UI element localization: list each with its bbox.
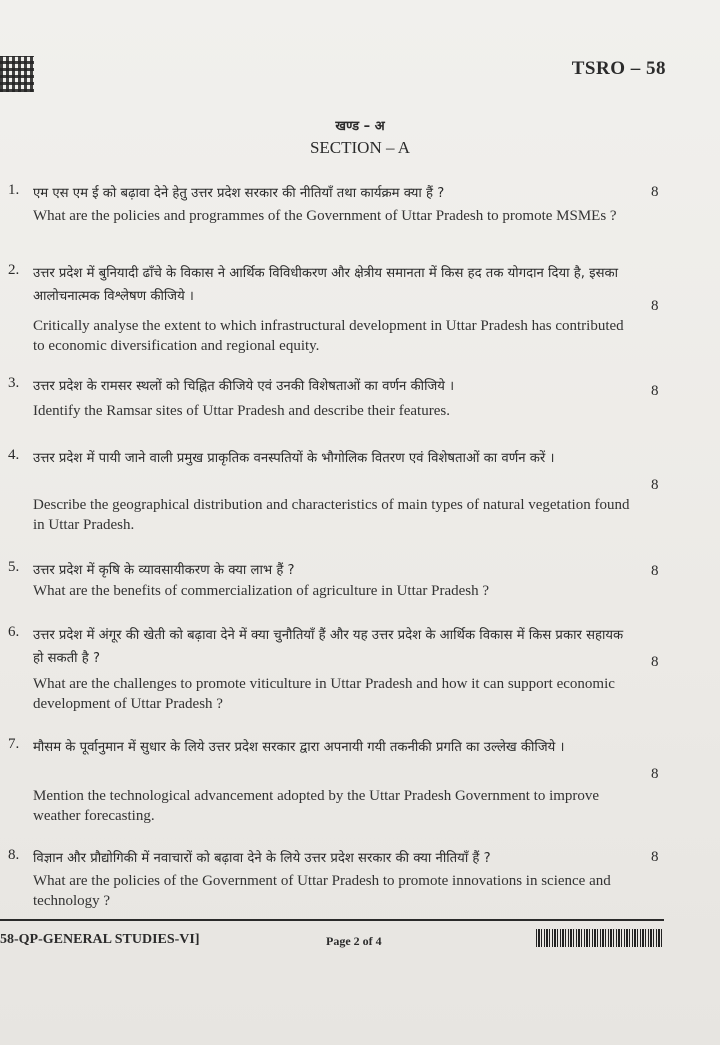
question-text-english: Identify the Ramsar sites of Uttar Pradesh and describe their features.: [33, 403, 450, 419]
paper-code: TSRO – 58: [571, 58, 666, 79]
page-number: Page 2 of 4: [326, 934, 382, 948]
question-number: 1.: [8, 182, 20, 198]
question-text-english: Describe the geographical distribution and characteristics of main types of natural vegetation found in Uttar Pradesh.: [33, 497, 630, 533]
question-text-hindi: उत्तर प्रदेश में पायी जाने वाली प्रमुख प्राकृतिक वनस्पतियों के भौगोलिक वितरण एवं विशेषताओं का वर्णन करें ।: [33, 451, 555, 466]
question-text-hindi: उत्तर प्रदेश में बुनियादी ढाँचे के विकास ने आर्थिक विविधीकरण और क्षेत्रीय समानता में किस हद तक योगदान दिया है, इसका आलोचनात्मक विश्लेषण कीजिये ।: [33, 266, 619, 304]
question-text-hindi: एम एस एम ई को बढ़ावा देने हेतु उत्तर प्रदेश सरकार की नीतियाँ तथा कार्यक्रम क्या हैं ?: [33, 186, 445, 201]
question-marks: 8: [651, 849, 659, 865]
question-text-english: Critically analyse the extent to which infrastructural development in Uttar Pradesh has contributed to economic diversification and regional equity.: [33, 318, 624, 354]
question-marks: 8: [651, 298, 659, 314]
question-text-english: Mention the technological advancement adopted by the Uttar Pradesh Government to improve weather forecasting.: [33, 788, 600, 824]
question-number: 4.: [8, 447, 20, 463]
question-text-hindi: उत्तर प्रदेश में कृषि के व्यावसायीकरण के क्या लाभ हैं ?: [33, 563, 295, 578]
question-text-hindi: विज्ञान और प्रौद्योगिकी में नवाचारों को बढ़ावा देने के लिये उत्तर प्रदेश सरकार की क्या नीतियाँ हैं ?: [33, 851, 491, 866]
question-number: 7.: [8, 736, 20, 752]
question-text-english: What are the benefits of commercialization of agriculture in Uttar Pradesh ?: [33, 583, 490, 599]
footer-paper-code: 58-QP-GENERAL STUDIES-VI]: [0, 932, 200, 947]
question-marks: 8: [651, 477, 659, 493]
question-number: 3.: [8, 375, 20, 391]
question-text-hindi: उत्तर प्रदेश में अंगूर की खेती को बढ़ावा देने में क्या चुनौतियाँ हैं और यह उत्तर प्रदेश के आर्थिक विकास में किस प्रकार सहायक हो सकती है ?: [33, 628, 624, 666]
question-number: 5.: [8, 559, 20, 575]
question-marks: 8: [651, 654, 659, 670]
footer-divider: [0, 919, 664, 921]
question-text-hindi: उत्तर प्रदेश के रामसर स्थलों को चिह्नित कीजिये एवं उनकी विशेषताओं का वर्णन कीजिये ।: [33, 379, 455, 394]
question-text-english: What are the policies of the Government of Uttar Pradesh to promote innovations in science and technology ?: [33, 873, 611, 909]
question-marks: 8: [651, 766, 659, 782]
section-title-english: SECTION – A: [309, 138, 411, 157]
question-marks: 8: [651, 383, 659, 399]
question-number: 8.: [8, 847, 20, 863]
qr-code: [0, 56, 34, 92]
question-number: 2.: [8, 262, 20, 278]
barcode: [536, 929, 664, 947]
question-text-english: What are the challenges to promote viticulture in Uttar Pradesh and how it can support economic development of Uttar Pradesh ?: [33, 676, 615, 712]
question-number: 6.: [8, 624, 20, 640]
question-marks: 8: [651, 563, 659, 579]
question-marks: 8: [651, 184, 659, 200]
question-text-hindi: मौसम के पूर्वानुमान में सुधार के लिये उत्तर प्रदेश सरकार द्वारा अपनायी गयी तकनीकी प्रगति का उल्लेख कीजिये ।: [33, 740, 565, 755]
section-title-hindi: खण्ड – अ: [335, 119, 385, 134]
question-text-english: What are the policies and programmes of the Government of Uttar Pradesh to promote MSMEs ?: [33, 208, 617, 224]
